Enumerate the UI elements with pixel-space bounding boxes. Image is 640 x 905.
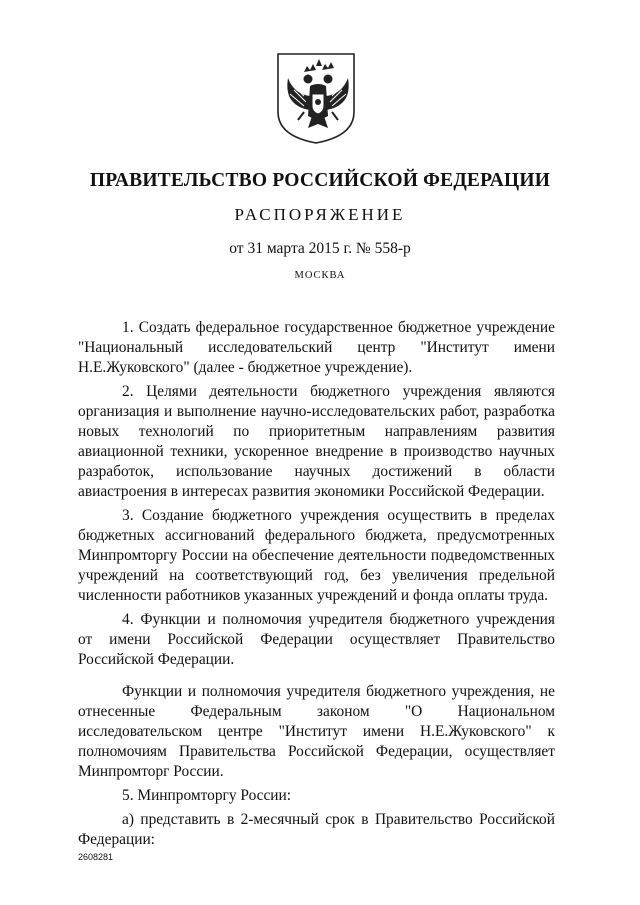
- russian-coat-of-arms-icon: [274, 50, 358, 146]
- document-city: МОСКВА: [294, 270, 346, 281]
- paragraph-2: 2. Целями деятельности бюджетного учреждения являются организация и выполнение научно-исследовательских работ, разработка новых технологий по приоритетным направлениям развития авиационной техники, ускоренное внедрение в производство научных разработок, использование научных достижений в области авиастроения в интересах развития экономики Российской Федерации.: [78, 383, 555, 500]
- paragraph-5a: а) представить в 2-месячный срок в Правительство Российской Федерации:: [78, 811, 555, 848]
- paragraph-3: 3. Создание бюджетного учреждения осуществить в пределах бюджетных ассигнований федерального бюджета, предусмотренных Минпромторгу России на обеспечение деятельности подведомственных учреждений на соответствующий год, без увеличения предельной численности работников указанных учреждений и фонда оплаты труда.: [78, 507, 555, 604]
- document-body: [78, 318, 555, 850]
- document-type: РАСПОРЯЖЕНИЕ: [234, 205, 406, 224]
- paragraph-5: 5. Минпромторгу России:: [122, 787, 292, 804]
- paragraph-4-cont: Функции и полномочия учредителя бюджетного учреждения, не отнесенные Федеральным законом "О Национальном исследовательском центре "Институт имени Н.Е.Жуковского" к полномочиям Правительства Российской Федерации, осуществляет Минпромторг России.: [78, 683, 555, 780]
- paragraph-1: 1. Создать федеральное государственное бюджетное учреждение "Национальный исследовательский центр "Институт имени Н.Е.Жуковского" (далее - бюджетное учреждение).: [78, 319, 555, 376]
- document-code: 2608281: [78, 852, 114, 862]
- government-title: ПРАВИТЕЛЬСТВО РОССИЙСКОЙ ФЕДЕРАЦИИ: [89, 170, 551, 191]
- paragraph-4: 4. Функции и полномочия учредителя бюджетного учреждения от имени Российской Федерации осуществляет Правительство Российской Федерации.: [78, 611, 555, 668]
- document-date-number: от 31 марта 2015 г. № 558-р: [229, 240, 411, 257]
